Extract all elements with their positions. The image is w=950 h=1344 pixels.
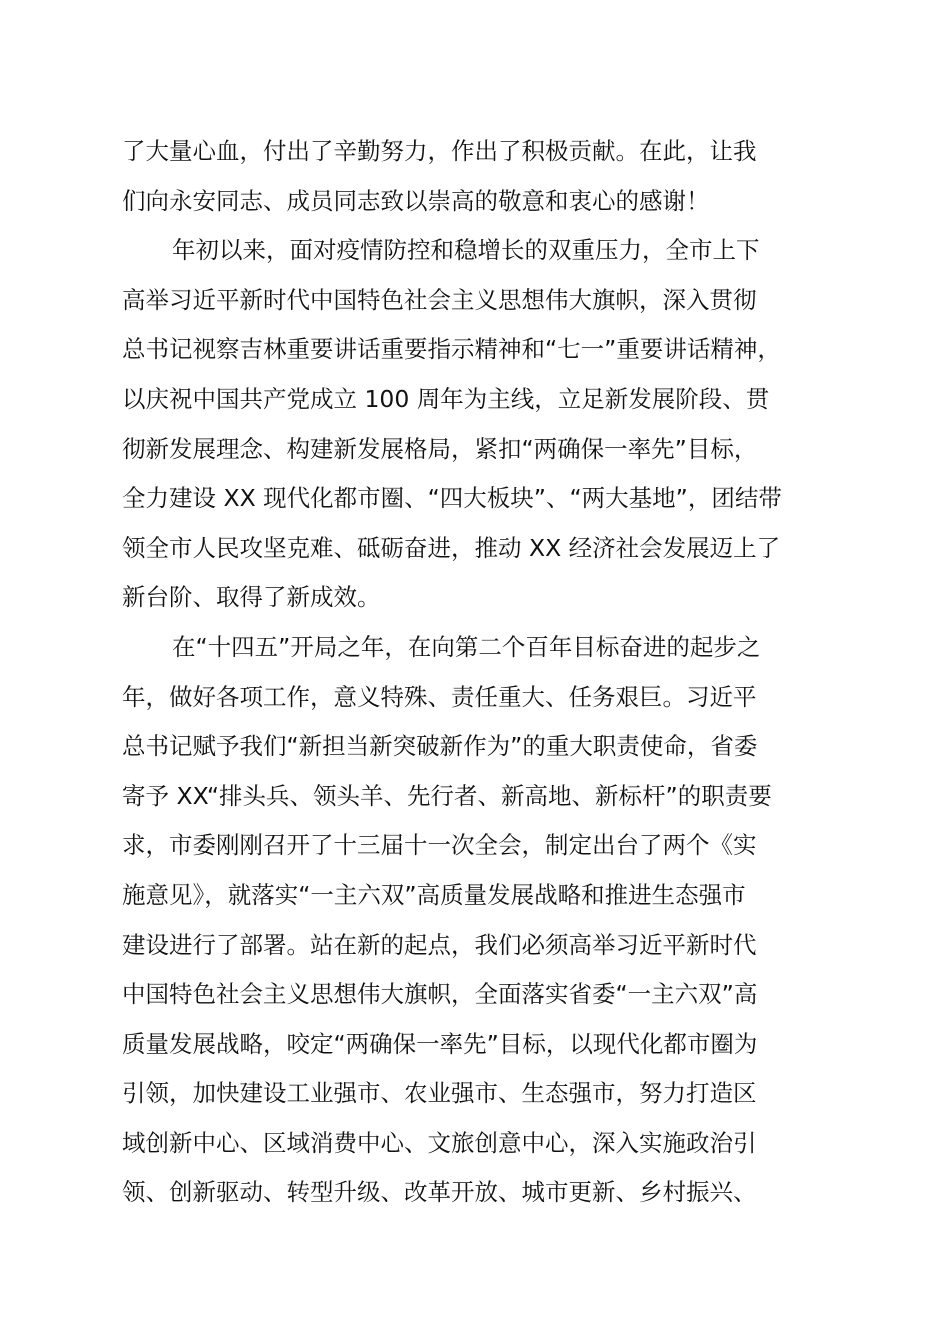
text-line: 域创新中心、区域消费中心、文旅创意中心，深入实施政治引 [122, 1128, 757, 1157]
text-line: 彻新发展理念、构建新发展格局，紧扣“两确保一率先”目标， [122, 434, 758, 463]
text-line: 以庆祝中国共产党成立 100 周年为主线，立足新发展阶段、贯 [122, 384, 770, 413]
text-line: 领全市人民攻坚克难、砥砺奋进，推动 XX 经济社会发展迈上了 [122, 533, 781, 562]
text-line: 年，做好各项工作，意义特殊、责任重大、任务艰巨。习近平 [122, 682, 757, 711]
paragraph-first-line: 在“十四五”开局之年，在向第二个百年目标奋进的起步之 [172, 632, 761, 661]
text-line: 建设进行了部署。站在新的起点，我们必须高举习近平新时代 [122, 930, 757, 959]
text-line: 引领，加快建设工业强市、农业强市、生态强市，努力打造区 [122, 1079, 757, 1108]
paragraph-first-line: 年初以来，面对疫情防控和稳增长的双重压力，全市上下 [172, 236, 760, 265]
text-line: 们向永安同志、成员同志致以崇高的敬意和衷心的感谢！ [122, 186, 710, 215]
text-line: 求，市委刚刚召开了十三届十一次全会，制定出台了两个《实 [122, 831, 757, 860]
text-line: 质量发展战略，咬定“两确保一率先”目标，以现代化都市圈为 [122, 1029, 758, 1058]
text-line: 全力建设 XX 现代化都市圈、“四大板块”、“两大基地”，团结带 [122, 484, 782, 513]
text-line: 寄予 XX“排头兵、领头羊、先行者、新高地、新标杆”的职责要 [122, 781, 772, 810]
text-line: 新台阶、取得了新成效。 [122, 583, 381, 612]
text-line: 施意见》，就落实“一主六双”高质量发展战略和推进生态强市 [122, 880, 746, 909]
text-line: 高举习近平新时代中国特色社会主义思想伟大旗帜，深入贯彻 [122, 285, 757, 314]
text-line: 领、创新驱动、转型升级、改革开放、城市更新、乡村振兴、 [122, 1178, 757, 1207]
text-line: 了大量心血，付出了辛勤努力，作出了积极贡献。在此，让我 [122, 137, 757, 165]
text-line: 中国特色社会主义思想伟大旗帜，全面落实省委“一主六双”高 [122, 980, 758, 1009]
body-text [122, 127, 838, 1218]
text-line: 总书记视察吉林重要讲话重要指示精神和“七一”重要讲话精神， [122, 335, 781, 364]
text-line: 总书记赋予我们“新担当新突破新作为”的重大职责使命，省委 [122, 732, 758, 761]
